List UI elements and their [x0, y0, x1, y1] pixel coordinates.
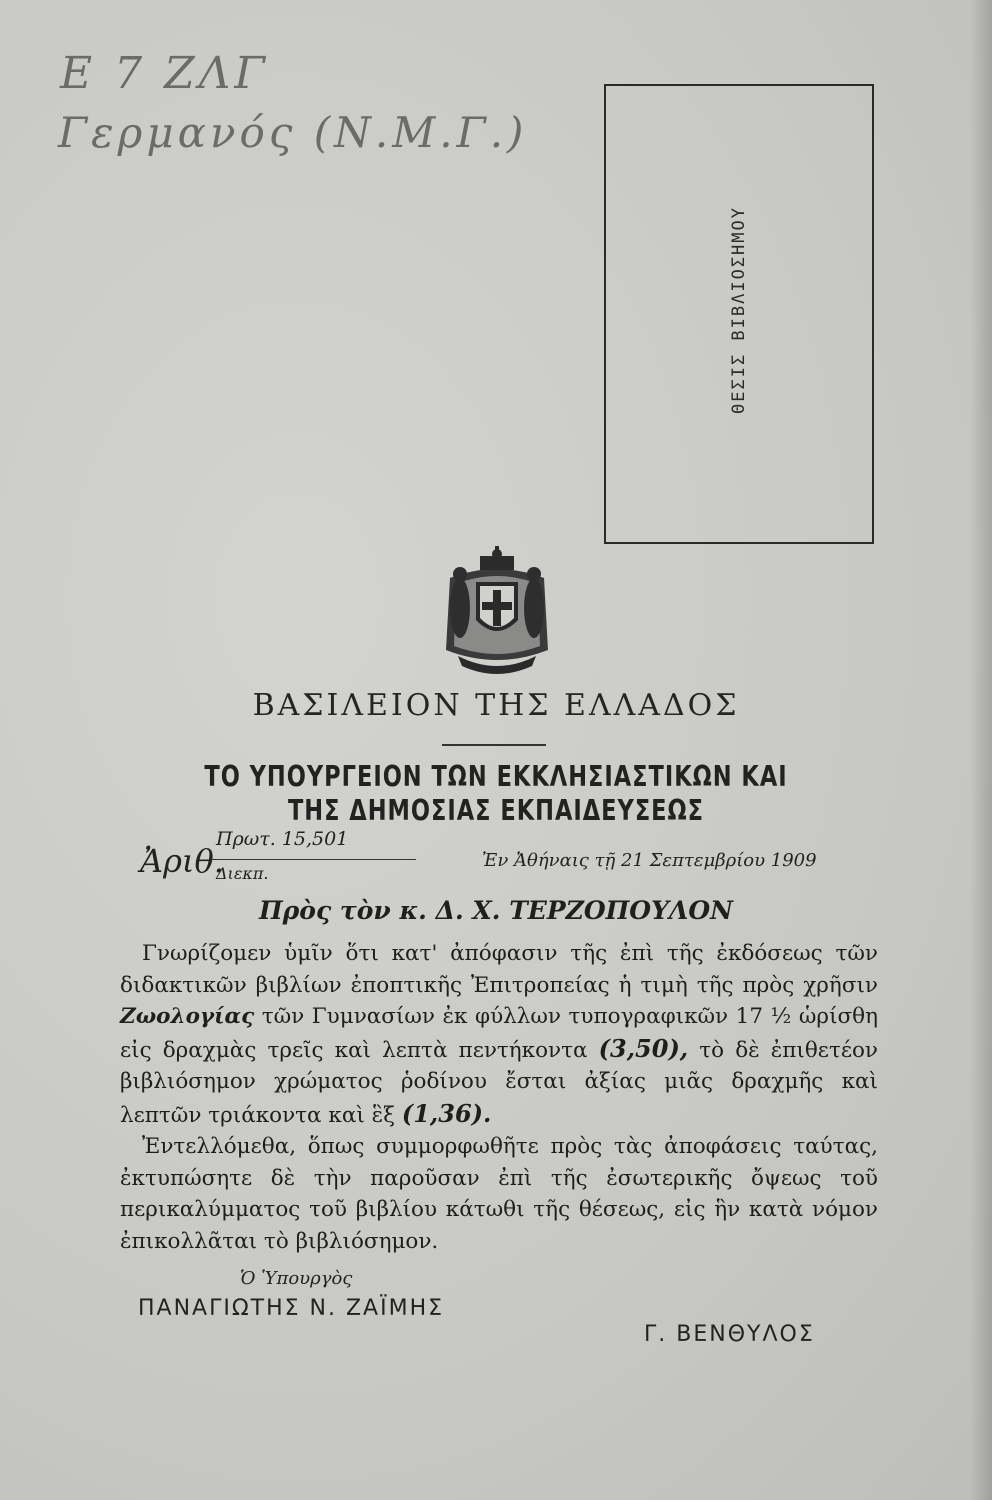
- minister-name: ΠΑΝΑΓΙΩΤΗΣ Ν. ΖΑΪΜΗΣ: [138, 1296, 445, 1321]
- reference-fraction-line: [210, 859, 416, 860]
- page-edge-shadow: [970, 0, 992, 1500]
- dispatch-label: Διεκπ.: [216, 864, 269, 883]
- kingdom-heading: ΒΑΣΙΛΕΙΟΝ ΤΗΣ ΕΛΛΑΔΟΣ: [252, 688, 740, 723]
- book-price: (3,50),: [598, 1033, 689, 1063]
- body-text: Γνωρίζομεν ὑμῖν ὅτι κατ' ἀπόφασιν τῆς ἐπὶ τῆς ἐκδόσεως τῶν διδακτικῶν βιβλίων ἐποπτικῆς Ἐπιτροπείας ἡ τιμὴ τῆς πρὸς χρῆσιν: [120, 941, 878, 998]
- reference-number-label: Ἀριθ.: [140, 842, 224, 880]
- header-divider: [442, 744, 546, 746]
- stamp-price: (1,36).: [401, 1098, 492, 1128]
- handwritten-note-name: Γερμανός (Ν.Μ.Γ.): [58, 108, 528, 157]
- body-text: τῶν Γυμνασίων ἐκ φύλλων τυπογραφικῶν 17 ½ ὡρίσθη εἰς δραχμὰς τρεῖς καὶ λεπτὰ πεντήκοντα: [120, 1004, 879, 1063]
- secretary-name: Γ. ΒΕΝΘΥΛΟΣ: [644, 1322, 815, 1347]
- body-paragraph-2: Ἐντελλόμεθα, ὅπως συμμορφωθῆτε πρὸς τὰς ἀποφάσεις ταύτας, ἐκτυπώσητε δὲ τὴν παροῦσαν ἐπὶ τῆς ἐσωτερικῆς ὄψεως τοῦ περικαλύμματος τοῦ βιβλίου κάτωθι τῆς θέσεως, εἰς ἣν κατὰ νόμον ἐπικολλᾶται τὸ βιβλιόσημον.: [120, 1134, 878, 1254]
- handwritten-note-code: E 7 ΖΛΓ: [60, 48, 269, 99]
- ministry-heading-line2: ΤΗΣ ΔΗΜΟΣΙΑΣ ΕΚΠΑΙΔΕΥΣΕΩΣ: [287, 794, 705, 827]
- subject-title: Ζωολογίας: [120, 1004, 255, 1029]
- body-paragraph-1: [120, 938, 878, 1131]
- addressee: Πρὸς τὸν κ. Δ. Χ. ΤΕΡΖΟΠΟΥΛΟΝ: [259, 896, 733, 925]
- stamp-box-label-wrap: [724, 160, 754, 460]
- body-text: τὸ δὲ ἐπιθετέον βιβλιόσημον χρώματος ῥοδίνου ἔσται ἀξίας μιᾶς δραχμῆς καὶ λεπτῶν τριάκοντα καὶ ἓξ: [120, 1037, 878, 1128]
- signer-title: Ὁ Ὑπουργὸς: [240, 1268, 353, 1289]
- letter-body: [120, 938, 878, 1257]
- document-date: Ἐν Ἀθήναις τῇ 21 Σεπτεμβρίου 1909: [482, 850, 817, 871]
- protocol-number: Πρωτ. 15,501: [216, 828, 349, 850]
- stamp-box-label: ΘΕΣΙΣ ΒΙΒΛΙΟΣΗΜΟΥ: [729, 206, 749, 414]
- royal-coat-of-arms-icon: [436, 546, 558, 676]
- ministry-heading-line1: ΤΟ ΥΠΟΥΡΓΕΙΟΝ ΤΩΝ ΕΚΚΛΗΣΙΑΣΤΙΚΩΝ ΚΑΙ: [204, 760, 788, 793]
